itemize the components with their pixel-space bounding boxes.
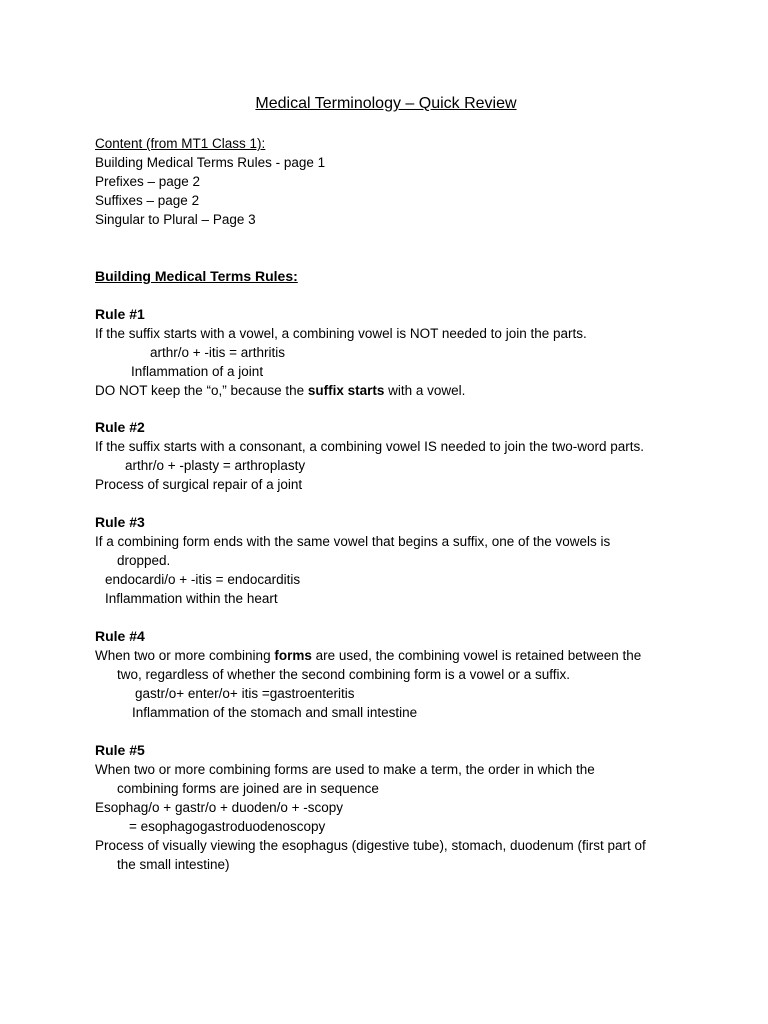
- section-heading: Building Medical Terms Rules:: [95, 268, 298, 284]
- rule2-example: arthr/o + -plasty = arthroplasty: [125, 458, 306, 473]
- rule2-meaning: Process of surgical repair of a joint: [95, 477, 303, 492]
- contents-item: Prefixes – page 2: [95, 174, 201, 189]
- rule5-meaning: Process of visually viewing the esophagus (digestive tube), stomach, duodenum (first part of: [95, 838, 646, 853]
- rule3-heading: Rule #3: [95, 514, 145, 530]
- rule4-text-pre: When two or more combining: [95, 648, 275, 663]
- rule1-text: If the suffix starts with a vowel, a combining vowel is NOT needed to join the parts.: [95, 326, 587, 341]
- rule5-text-cont: combining forms are joined are in sequence: [117, 781, 379, 796]
- rule1-note: [95, 381, 465, 400]
- rule3-meaning: Inflammation within the heart: [105, 591, 278, 606]
- rule4-text: [95, 646, 641, 665]
- contents-item: Suffixes – page 2: [95, 193, 200, 208]
- rule1-meaning: Inflammation of a joint: [131, 364, 264, 379]
- rule1-note-pre: DO NOT keep the “o,” because the: [95, 383, 308, 398]
- rule4-meaning: Inflammation of the stomach and small intestine: [132, 705, 418, 720]
- contents-item: Singular to Plural – Page 3: [95, 212, 256, 227]
- rule5-meaning-cont: the small intestine): [117, 857, 230, 872]
- rule5-example: Esophag/o + gastr/o + duoden/o + -scopy: [95, 800, 344, 815]
- rule4-text-post: are used, the combining vowel is retained between the: [311, 648, 642, 663]
- contents-item: Building Medical Terms Rules - page 1: [95, 155, 326, 170]
- rule1-note-post: with a vowel.: [384, 383, 466, 398]
- rule4-example: gastr/o+ enter/o+ itis =gastroenteritis: [135, 686, 355, 701]
- rule5-heading: Rule #5: [95, 742, 145, 758]
- page-title: Medical Terminology – Quick Review: [255, 95, 517, 112]
- rule2-heading: Rule #2: [95, 419, 145, 435]
- rule5-text: When two or more combining forms are used to make a term, the order in which the: [95, 762, 595, 777]
- rule3-text-cont: dropped.: [117, 553, 171, 568]
- rule4-heading: Rule #4: [95, 628, 145, 644]
- rule3-example: endocardi/o + -itis = endocarditis: [105, 572, 301, 587]
- rule1-example: arthr/o + -itis = arthritis: [150, 345, 286, 360]
- contents-heading: Content (from MT1 Class 1):: [95, 136, 266, 151]
- rule4-text-bold: forms: [274, 648, 312, 663]
- rule5-example-result: = esophagogastroduodenoscopy: [129, 819, 326, 834]
- rule1-heading: Rule #1: [95, 306, 145, 322]
- rule3-text: If a combining form ends with the same vowel that begins a suffix, one of the vowels is: [95, 534, 611, 549]
- rule4-text-cont: two, regardless of whether the second combining form is a vowel or a suffix.: [117, 667, 570, 682]
- rule1-note-bold: suffix starts: [307, 383, 385, 398]
- rule2-text: If the suffix starts with a consonant, a combining vowel IS needed to join the two-word parts.: [95, 439, 645, 454]
